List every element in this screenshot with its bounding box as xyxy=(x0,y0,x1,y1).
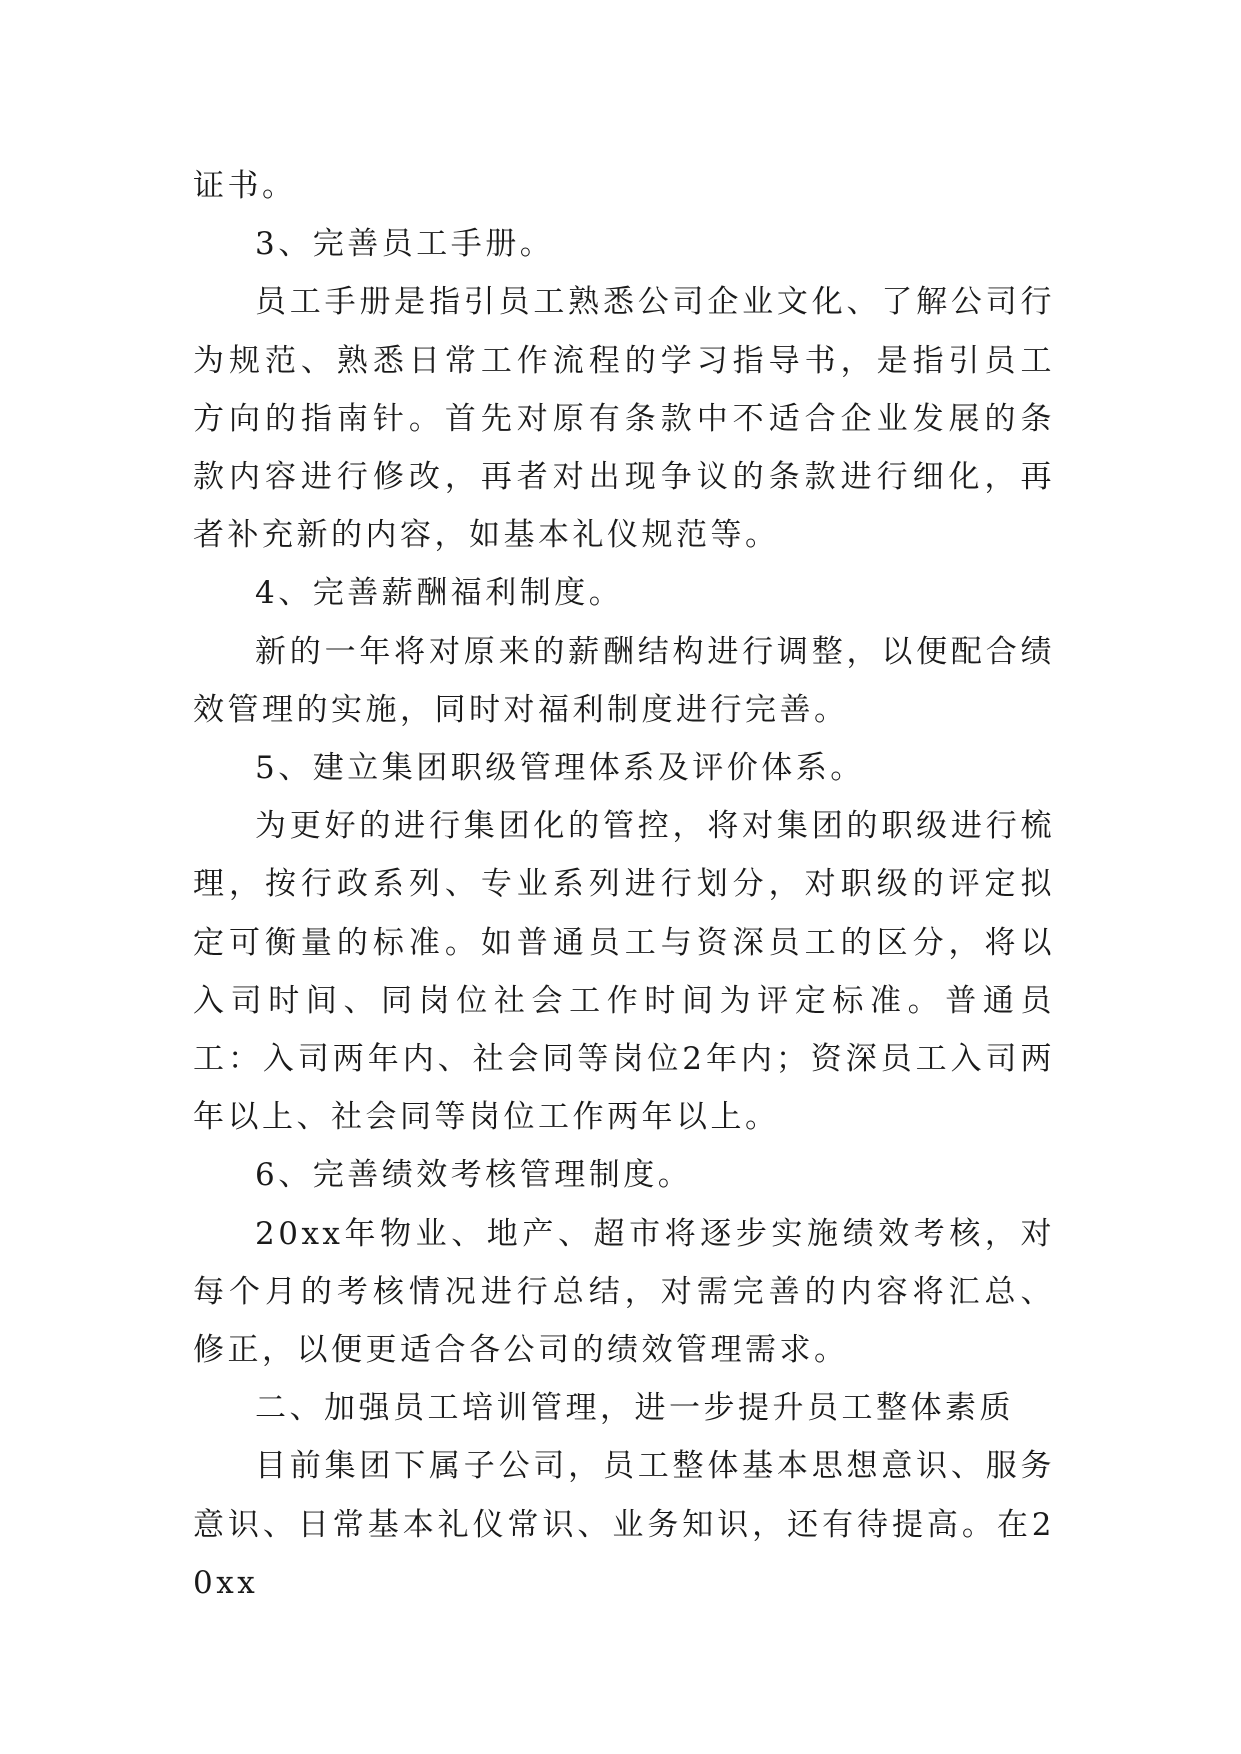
heading-item-5: 5、建立集团职级管理体系及评价体系。 xyxy=(255,750,865,787)
paragraph-employee-handbook: 员工手册是指引员工熟悉公司企业文化、了解公司行为规范、熟悉日常工作流程的学习指导书，是指引员工方向的指南针。首先对原有条款中不适合企业发展的条款内容进行修改，再者对出现争议的条款进行细化，再者补充新的内容，如基本礼仪规范等。 xyxy=(193,284,1055,554)
paragraph-performance: 20xx年物业、地产、超市将逐步实施绩效考核，对每个月的考核情况进行总结，对需完善的内容将汇总、修正，以便更适合各公司的绩效管理需求。 xyxy=(193,1215,1055,1369)
document-body xyxy=(193,157,1055,1612)
heading-item-3: 3、完善员工手册。 xyxy=(255,226,555,263)
paragraph-continuation: 证书。 xyxy=(193,168,297,204)
paragraph-training: 目前集团下属子公司，员工整体基本思想意识、服务意识、日常基本礼仪常识、业务知识，还有待提高。在20xx xyxy=(193,1448,1055,1601)
paragraph-rank-system: 为更好的进行集团化的管控，将对集团的职级进行梳理，按行政系列、专业系列进行划分，对职级的评定拟定可衡量的标准。如普通员工与资深员工的区分，将以入司时间、同岗位社会工作时间为评定标准。普通员工：入司两年内、社会同等岗位2年内；资深员工入司两年以上、社会同等岗位工作两年以上。 xyxy=(193,808,1055,1136)
heading-item-6: 6、完善绩效考核管理制度。 xyxy=(255,1157,693,1194)
heading-section-2: 二、加强员工培训管理，进一步提升员工整体素质 xyxy=(255,1390,1014,1427)
paragraph-salary-welfare: 新的一年将对原来的薪酬结构进行调整，以便配合绩效管理的实施，同时对福利制度进行完善。 xyxy=(193,633,1055,728)
heading-item-4: 4、完善薪酬福利制度。 xyxy=(255,575,624,612)
